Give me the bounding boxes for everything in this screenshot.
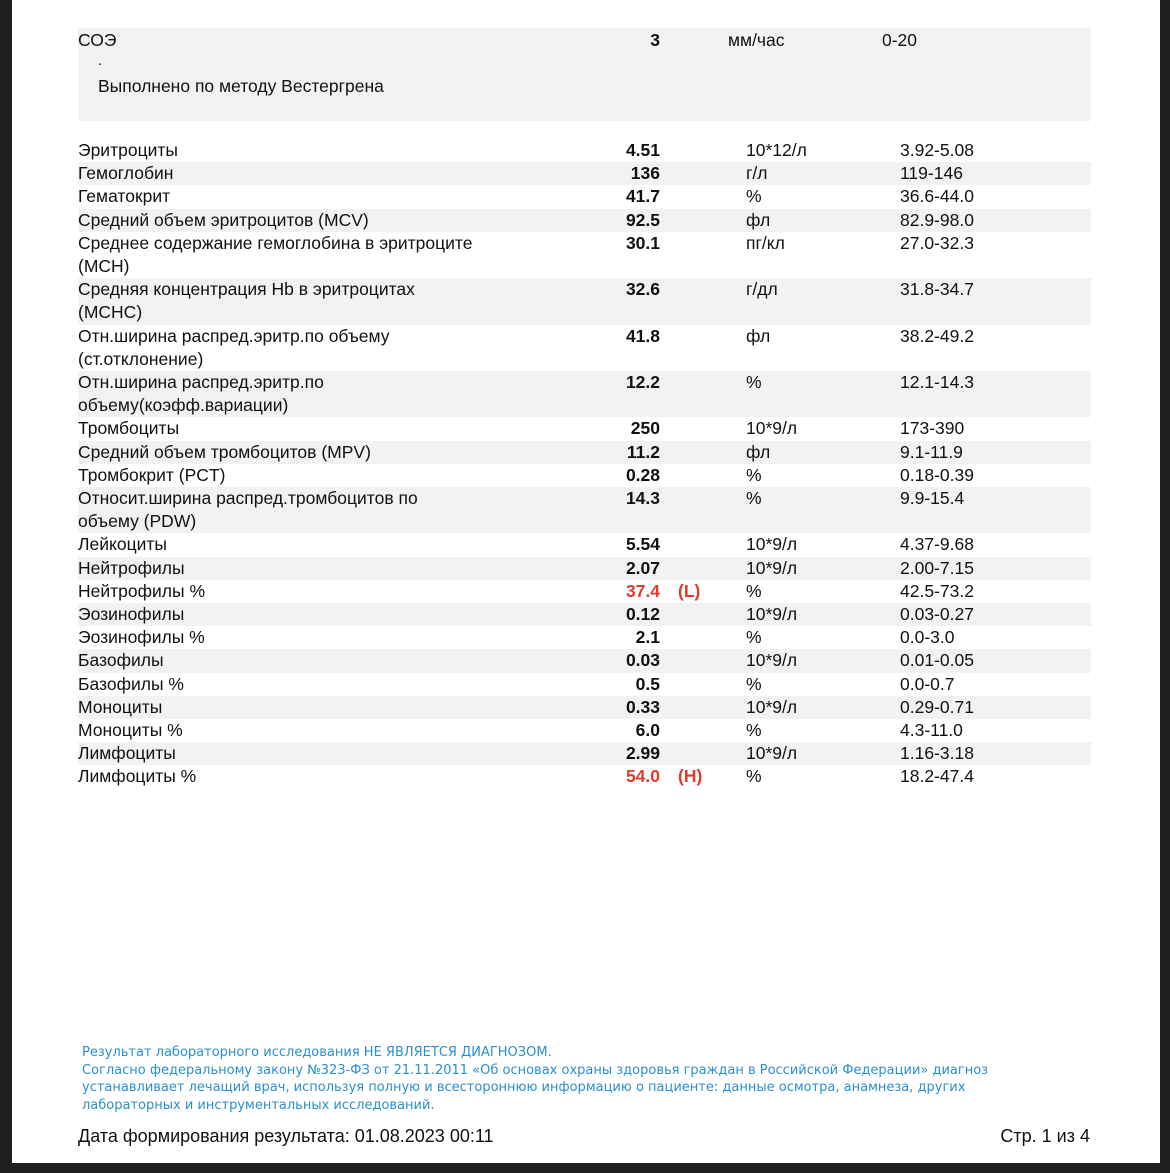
result-value: 136 [630,163,660,184]
result-unit: % [746,488,762,509]
result-reference: 119-146 [900,163,963,184]
result-value: 250 [630,418,660,439]
result-unit: % [746,627,762,648]
result-name: Средний объем эритроцитов (MCV) [78,209,369,230]
report-page [12,0,1160,1163]
result-value: 2.1 [635,627,660,648]
result-reference: 42.5-73.2 [900,580,974,601]
result-name: Моноциты % [78,720,183,741]
result-unit: % [746,673,762,694]
result-reference: 1.16-3.18 [900,743,974,764]
result-name: Тромбокрит (PCT) [78,464,226,485]
result-row [78,673,1091,696]
result-reference: 4.3-11.0 [900,720,963,741]
result-name: Отн.ширина распред.эритр.по объему (ст.отклонение) [78,325,390,369]
result-value: 37.4 [625,580,660,601]
result-unit: 10*9/л [746,743,798,764]
results-table [78,28,1091,789]
result-name: Лимфоциты % [78,766,197,787]
result-value: 12.2 [625,372,660,393]
result-reference: 173-390 [900,418,965,439]
result-value: 5.54 [625,534,660,555]
result-unit: 10*9/л [746,696,798,717]
result-row [78,742,1091,765]
result-value: 30.1 [625,232,660,253]
result-value: 11.2 [626,441,660,462]
result-name: Средний объем тромбоцитов (MPV) [78,441,371,462]
result-name: Отн.ширина распред.эритр.по объему(коэфф.вариации) [78,372,324,416]
result-name: Лейкоциты [78,534,167,555]
result-unit: г/дл [746,279,778,300]
result-name: Лимфоциты [78,743,176,764]
result-value: 41.7 [625,186,660,207]
result-unit: % [746,372,762,393]
result-reference: 18.2-47.4 [900,766,974,787]
result-reference: 9.9-15.4 [900,488,965,509]
result-value: 2.99 [625,743,660,764]
result-row [78,325,1091,371]
result-unit: % [746,464,762,485]
result-row [78,626,1091,649]
result-value: 0.28 [625,464,660,485]
soe-ref: 0-20 [882,30,918,50]
result-value: 41.8 [625,325,660,346]
result-value: 54.0 [625,766,660,787]
result-value: 0.33 [625,696,660,717]
result-value: 2.07 [625,557,660,578]
result-name: Базофилы % [78,673,184,694]
result-unit: % [746,720,762,741]
result-row [78,603,1091,626]
soe-value: 3 [650,30,660,50]
result-name: Тромбоциты [78,418,180,439]
result-reference: 4.37-9.68 [900,534,974,555]
result-unit: фл [746,209,771,230]
result-unit: 10*9/л [746,534,798,555]
result-name: Базофилы [78,650,164,671]
result-row [78,696,1091,719]
result-value: 14.3 [625,488,660,509]
soe-unit: мм/час [728,30,785,50]
result-reference: 0.18-0.39 [900,464,974,485]
result-reference: 2.00-7.15 [900,557,974,578]
result-row [78,557,1091,580]
result-row [78,719,1091,742]
results-rows [78,139,1091,789]
result-row [78,765,1091,788]
result-unit: 10*9/л [746,650,798,671]
disclaimer [82,1044,1042,1114]
result-unit: пг/кл [746,232,785,253]
result-value: 4.51 [625,140,660,160]
result-flag: (H) [678,766,703,787]
result-row [78,533,1091,556]
result-name: Гемоглобин [78,163,174,184]
soe-name: СОЭ [78,30,117,50]
result-unit: % [746,186,762,207]
result-name: Относит.ширина распред.тромбоцитов по объему (PDW) [78,488,418,532]
result-row [78,580,1091,603]
result-row [78,649,1091,672]
result-name: Моноциты [78,696,163,717]
result-value: 6.0 [635,720,660,741]
result-reference: 31.8-34.7 [900,279,974,300]
result-row [78,209,1091,232]
result-unit: 10*12/л [746,140,807,160]
result-value: 0.12 [625,604,660,625]
result-reference: 38.2-49.2 [900,325,974,346]
result-row [78,278,1091,324]
result-unit: % [746,580,762,601]
result-name: Средняя концентрация Hb в эритроцитах (MCHC) [78,279,415,323]
result-name: Эозинофилы [78,604,185,625]
result-name: Нейтрофилы % [78,580,206,601]
result-row [78,371,1091,417]
result-value: 0.03 [625,650,660,671]
result-name: Нейтрофилы [78,557,185,578]
result-date: Дата формирования результата: 01.08.2023 00:11 [78,1126,494,1146]
result-name: Среднее содержание гемоглобина в эритроците (MCH) [78,232,473,277]
result-flag: (L) [678,580,701,601]
result-name: Эритроциты [78,140,178,160]
soe-method-note: Выполнено по методу Вестергрена [98,76,384,96]
soe-block [78,28,1091,121]
result-reference: 36.6-44.0 [900,186,974,207]
page-number: Стр. 1 из 4 [1000,1126,1090,1146]
result-row [78,139,1091,162]
result-unit: г/л [746,163,768,184]
result-reference: 3.92-5.08 [900,140,974,160]
result-reference: 82.9-98.0 [900,209,974,230]
result-unit: фл [746,441,771,462]
result-row [78,487,1091,533]
result-row [78,464,1091,487]
result-unit: 10*9/л [746,418,798,439]
result-reference: 0.03-0.27 [900,604,974,625]
result-unit: % [746,766,762,787]
result-row [78,162,1091,185]
result-value: 92.5 [625,209,660,230]
result-unit: фл [746,325,771,346]
result-reference: 12.1-14.3 [900,372,974,393]
result-reference: 0.0-0.7 [900,673,955,694]
disclaimer-line: устанавливает лечащий врач, используя полную и всестороннюю информацию о пациенте: данные осмотра, анамнеза, других [82,1080,966,1095]
result-value: 32.6 [625,279,660,300]
result-unit: 10*9/л [746,604,798,625]
result-row [78,232,1091,278]
result-reference: 0.01-0.05 [900,650,974,671]
disclaimer-line: Согласно федеральному закону №323-ФЗ от 21.11.2011 «Об основах охраны здоровья граждан в Российской Федерации» диагноз [82,1062,989,1078]
result-reference: 0.29-0.71 [900,696,974,717]
result-row [78,441,1091,464]
disclaimer-line: Результат лабораторного исследования НЕ ЯВЛЯЕТСЯ ДИАГНОЗОМ. [82,1045,552,1060]
result-unit: 10*9/л [746,557,798,578]
disclaimer-line: лабораторных и инструментальных исследований. [82,1097,435,1113]
result-name: Эозинофилы % [78,627,205,648]
result-name: Гематокрит [78,186,171,207]
result-reference: 0.0-3.0 [900,627,955,648]
result-row [78,185,1091,208]
result-reference: 27.0-32.3 [900,232,974,253]
result-row [78,417,1091,440]
result-reference: 9.1-11.9 [900,441,963,462]
result-value: 0.5 [635,673,660,694]
soe-dot: . [98,52,103,69]
